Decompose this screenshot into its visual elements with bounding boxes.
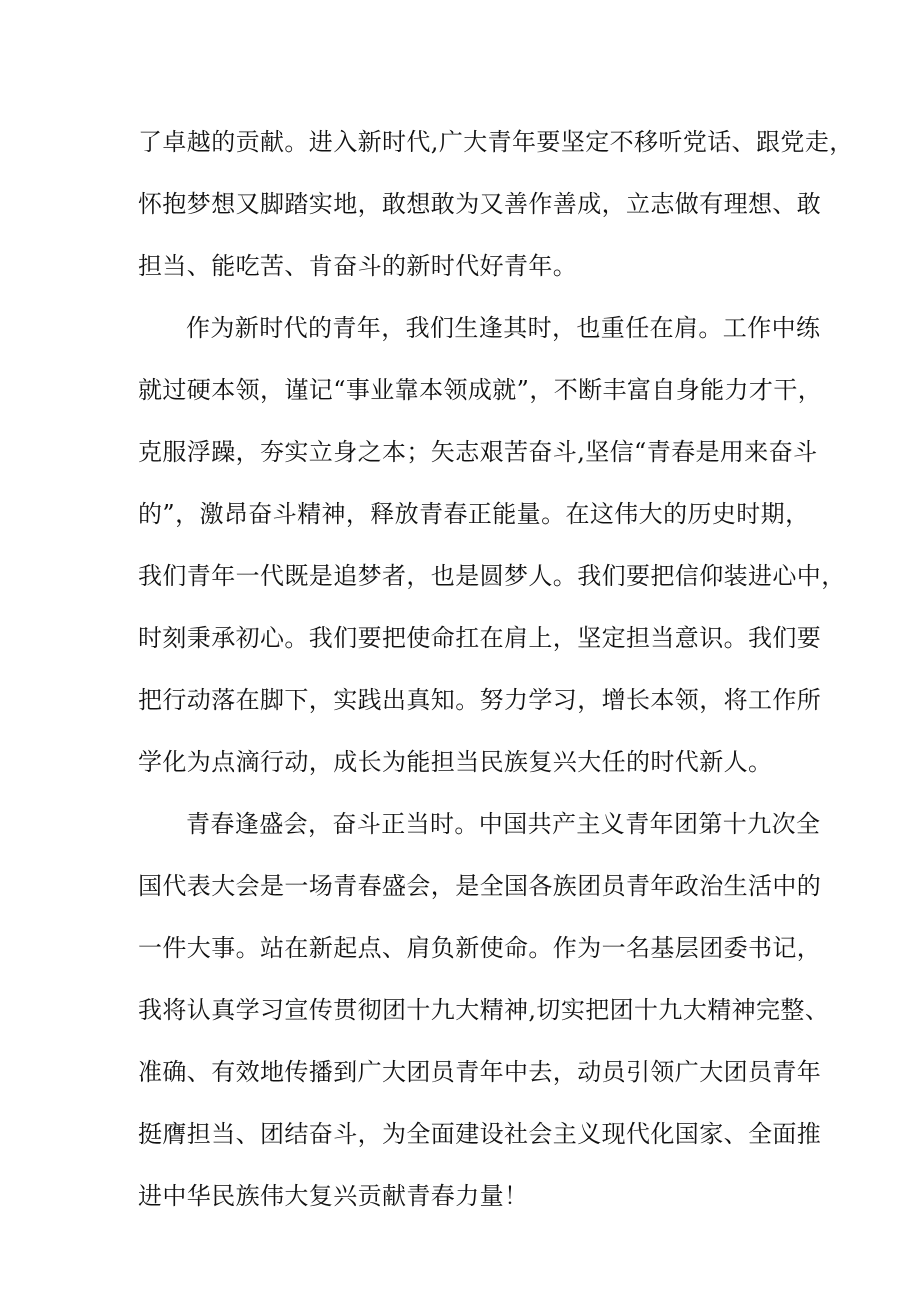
paragraph-line: 把行动落在脚下，实践出真知。努力学习，增长本领，将工作所 xyxy=(138,686,822,714)
paragraph-line: 我们青年一代既是追梦者，也是圆梦人。我们要把信仰装进心中， xyxy=(138,562,846,590)
paragraph-line: 国代表大会是一场青春盛会，是全国各族团员青年政治生活中的 xyxy=(138,872,822,900)
paragraph-line: 克服浮躁，夯实立身之本；矢志艰苦奋斗,坚信“青春是用来奋斗 xyxy=(138,438,818,466)
paragraph-line: 时刻秉承初心。我们要把使命扛在肩上，坚定担当意识。我们要 xyxy=(138,624,822,652)
paragraph-line: 了卓越的贡献。进入新时代,广大青年要坚定不移听党话、跟党走， xyxy=(138,128,854,156)
paragraph-line: 进中华民族伟大复兴贡献青春力量！ xyxy=(138,1182,529,1210)
paragraph-first-line: 作为新时代的青年，我们生逢其时，也重任在肩。工作中练 xyxy=(186,314,821,342)
paragraph-line: 准确、有效地传播到广大团员青年中去，动员引领广大团员青年 xyxy=(138,1058,822,1086)
paragraph-line: 担当、能吃苦、肯奋斗的新时代好青年。 xyxy=(138,252,578,280)
paragraph-line: 就过硬本领，谨记“事业靠本领成就”，不断丰富自身能力才干， xyxy=(138,376,823,404)
paragraph-line: 学化为点滴行动，成长为能担当民族复兴大任的时代新人。 xyxy=(138,748,773,776)
paragraph-line: 挺膺担当、团结奋斗，为全面建设社会主义现代化国家、全面推 xyxy=(138,1120,822,1148)
paragraph-first-line: 青春逢盛会，奋斗正当时。中国共产主义青年团第十九次全 xyxy=(186,810,821,838)
paragraph-line: 一件大事。站在新起点、肩负新使命。作为一名基层团委书记， xyxy=(138,934,822,962)
paragraph-line: 我将认真学习宣传贯彻团十九大精神,切实把团十九大精神完整、 xyxy=(138,996,830,1024)
paragraph-line: 的”，激昂奋斗精神，释放青春正能量。在这伟大的历史时期， xyxy=(138,500,810,528)
paragraph-line: 怀抱梦想又脚踏实地，敢想敢为又善作善成，立志做有理想、敢 xyxy=(138,190,822,218)
